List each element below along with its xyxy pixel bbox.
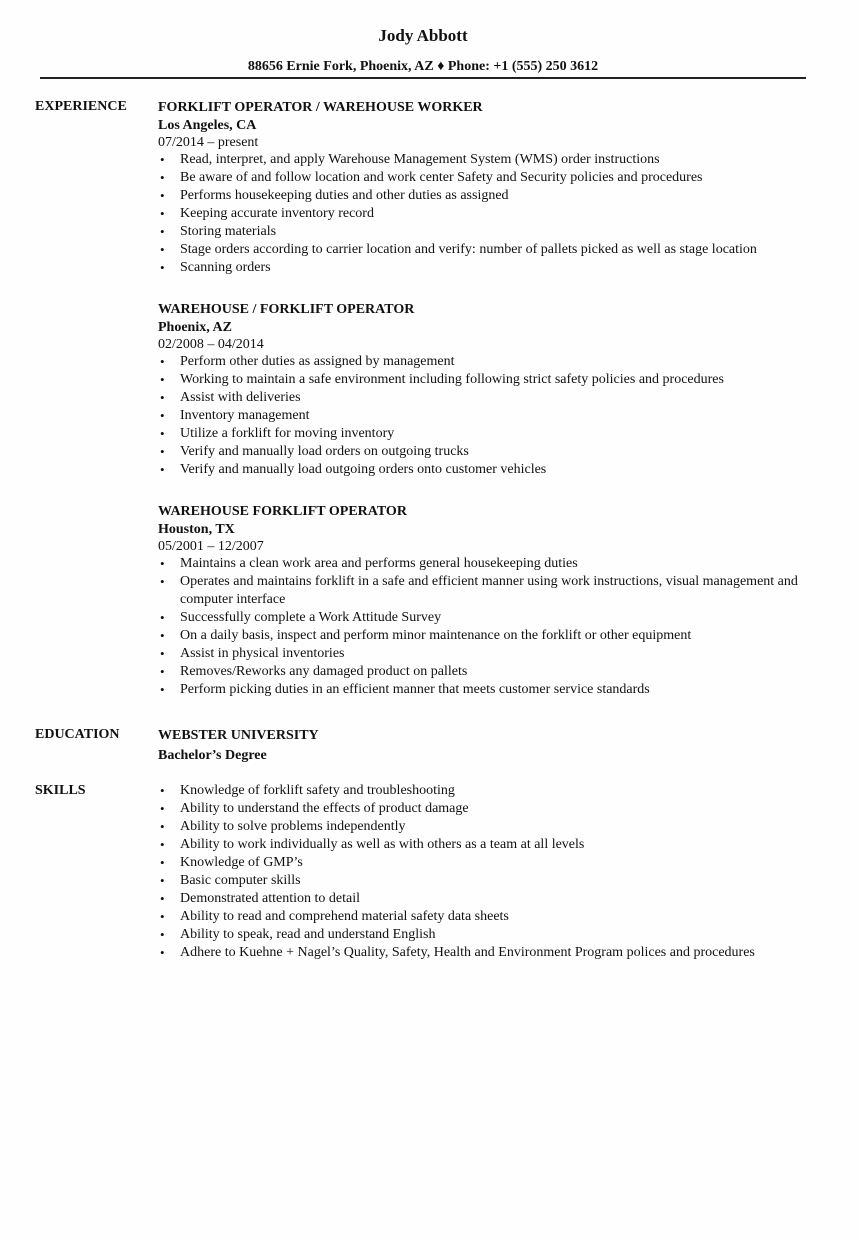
job-dates: 05/2001 – 12/2007 <box>158 539 264 554</box>
list-item: • Stage orders according to carrier location and verify: number of pallets picked as well as stage location <box>158 241 828 259</box>
header-divider <box>40 77 806 79</box>
list-item: • Knowledge of GMP’s <box>158 854 828 872</box>
job-duties-list <box>158 151 828 277</box>
job-title: WAREHOUSE FORKLIFT OPERATOR <box>158 504 407 519</box>
list-item: • Verify and manually load orders on outgoing trucks <box>158 443 828 461</box>
list-item: • Assist in physical inventories <box>158 645 828 663</box>
list-item: • Read, interpret, and apply Warehouse Management System (WMS) order instructions <box>158 151 828 169</box>
list-item: • Assist with deliveries <box>158 389 828 407</box>
list-item: • Be aware of and follow location and work center Safety and Security policies and procedures <box>158 169 828 187</box>
list-item: • On a daily basis, inspect and perform minor maintenance on the forklift or other equipment <box>158 627 828 645</box>
list-item: • Utilize a forklift for moving inventory <box>158 425 828 443</box>
list-item: • Ability to solve problems independently <box>158 818 828 836</box>
list-item: • Perform picking duties in an efficient manner that meets customer service standards <box>158 681 828 699</box>
degree: Bachelor’s Degree <box>158 748 267 763</box>
list-item: • Inventory management <box>158 407 828 425</box>
experience-label: EXPERIENCE <box>35 99 127 114</box>
job-dates: 02/2008 – 04/2014 <box>158 337 264 352</box>
list-item: • Adhere to Kuehne + Nagel’s Quality, Safety, Health and Environment Program polices and procedures <box>158 944 828 962</box>
list-item: • Ability to work individually as well as with others as a team at all levels <box>158 836 828 854</box>
education-label: EDUCATION <box>35 727 120 742</box>
job-dates: 07/2014 – present <box>158 135 259 150</box>
list-item: • Demonstrated attention to detail <box>158 890 828 908</box>
skills-entry <box>158 782 828 962</box>
list-item: • Maintains a clean work area and performs general housekeeping duties <box>158 555 828 573</box>
list-item: • Perform other duties as assigned by management <box>158 353 828 371</box>
job-title: WAREHOUSE / FORKLIFT OPERATOR <box>158 302 415 317</box>
list-item: • Working to maintain a safe environment including following strict safety policies and procedures <box>158 371 828 389</box>
list-item: • Successfully complete a Work Attitude Survey <box>158 609 828 627</box>
list-item: • Ability to read and comprehend material safety data sheets <box>158 908 828 926</box>
list-item: • Keeping accurate inventory record <box>158 205 828 223</box>
list-item: • Ability to understand the effects of product damage <box>158 800 828 818</box>
job-location: Los Angeles, CA <box>158 118 257 133</box>
job-duties-list <box>158 353 828 479</box>
school-name: WEBSTER UNIVERSITY <box>158 728 319 743</box>
job-duties-list <box>158 555 828 699</box>
list-item: • Verify and manually load outgoing orders onto customer vehicles <box>158 461 828 479</box>
list-item: • Knowledge of forklift safety and troubleshooting <box>158 782 828 800</box>
list-item: • Storing materials <box>158 223 828 241</box>
list-item: • Ability to speak, read and understand English <box>158 926 828 944</box>
list-item: • Performs housekeeping duties and other duties as assigned <box>158 187 828 205</box>
candidate-name: Jody Abbott <box>378 26 468 45</box>
job-location: Houston, TX <box>158 522 235 537</box>
list-item: • Scanning orders <box>158 259 828 277</box>
list-item: • Removes/Reworks any damaged product on pallets <box>158 663 828 681</box>
job-entry <box>158 503 828 699</box>
skills-label: SKILLS <box>35 783 86 798</box>
skills-list <box>158 782 828 962</box>
education-entry <box>158 727 828 765</box>
contact-line: 88656 Ernie Fork, Phoenix, AZ ♦ Phone: +1 (555) 250 3612 <box>247 59 599 74</box>
list-item: • Basic computer skills <box>158 872 828 890</box>
job-entry <box>158 301 828 479</box>
list-item: • Operates and maintains forklift in a safe and efficient manner using work instructions, visual management and computer interface <box>158 573 828 609</box>
job-location: Phoenix, AZ <box>158 320 232 335</box>
job-entry <box>158 99 828 277</box>
job-title: FORKLIFT OPERATOR / WAREHOUSE WORKER <box>158 100 483 115</box>
